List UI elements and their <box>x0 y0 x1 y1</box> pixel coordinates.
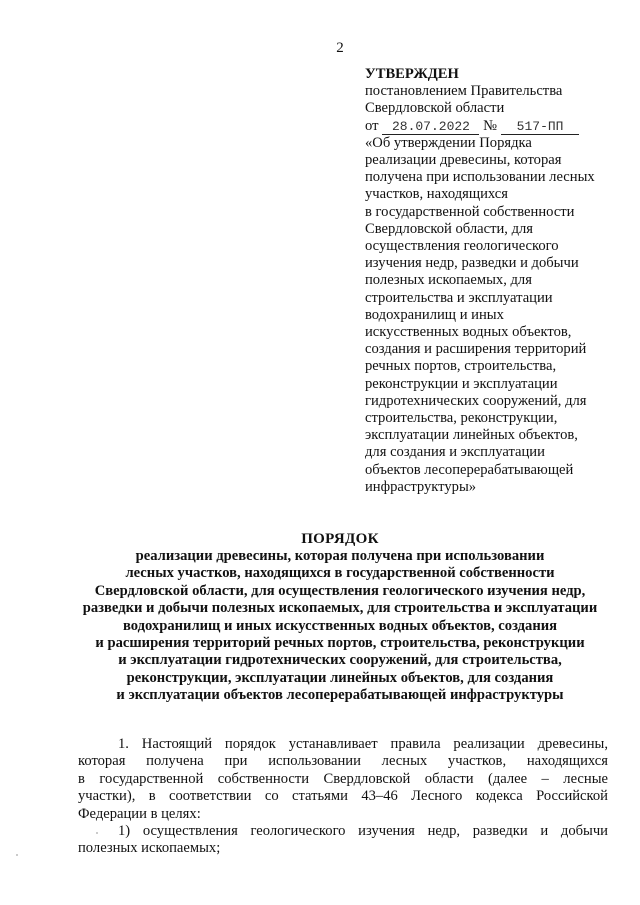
page-number: 2 <box>336 40 344 56</box>
paragraph-line: 1) осуществления геологического изучения недр, разведки и добычи <box>118 823 608 840</box>
approval-heading: УТВЕРЖДЕН <box>365 66 459 82</box>
approval-title-line: водохранилищ и иных <box>365 306 504 323</box>
paragraph-line: участки), в соответствии со статьями 43–46 Лесного кодекса Российской <box>78 788 608 805</box>
approval-title-line: строительства, реконструкции, <box>365 410 558 427</box>
approval-title-line: полезных ископаемых, для <box>365 272 532 289</box>
scan-speck <box>16 854 18 856</box>
approval-title-line: реализации древесины, которая <box>365 152 562 169</box>
approval-title-line: искусственных водных объектов, <box>365 324 572 341</box>
number-prefix: № <box>483 117 498 134</box>
paragraph-line: Федерации в целях: <box>78 805 201 822</box>
approval-title-line: в государственной собственности <box>365 203 575 220</box>
subtitle-line: лесных участков, находящихся в государственной собственности <box>125 565 555 582</box>
approval-title-line: эксплуатации линейных объектов, <box>365 427 578 444</box>
approval-block <box>365 66 630 496</box>
document-title: ПОРЯДОК <box>301 531 379 547</box>
subtitle-line: и расширения территорий речных портов, строительства, реконструкции <box>95 635 585 652</box>
paragraph-line: полезных ископаемых; <box>78 840 221 857</box>
approval-title-line: реконструкции и эксплуатации <box>365 375 558 392</box>
subtitle-line: и эксплуатации объектов лесоперерабатывающей инфраструктуры <box>116 687 564 704</box>
subtitle-line: водохранилищ и иных искусственных водных объектов, создания <box>122 617 558 634</box>
body-text <box>78 736 608 858</box>
subtitle-line: реализации древесины, которая получена при использовании <box>135 548 545 564</box>
subtitle-line: реконструкции, эксплуатации линейных объектов, для создания <box>126 669 554 686</box>
approval-title-line: для создания и эксплуатации <box>365 444 545 461</box>
approval-title-line: объектов лесоперерабатывающей <box>365 461 574 478</box>
approval-title-line: Свердловской области, для <box>365 220 534 237</box>
subtitle-line: Свердловской области, для осуществления геологического изучения недр, <box>94 582 586 599</box>
paragraph-line: в государственной собственности Свердловской области (далее – лесные <box>78 770 608 787</box>
approval-line: Свердловской области <box>365 100 505 117</box>
approval-title-line: инфраструктуры» <box>365 478 477 495</box>
approval-title-line: осуществления геологического <box>365 238 559 255</box>
document-subtitle <box>0 548 640 705</box>
paragraph-2 <box>78 823 608 858</box>
subtitle-line: разведки и добычи полезных ископаемых, для строительства и эксплуатации <box>82 600 598 617</box>
paragraph-line: которая получена при использовании лесных участков, находящихся <box>78 753 608 770</box>
approval-date: 28.07.2022 <box>382 119 479 135</box>
approval-line: постановлением Правительства <box>365 83 563 100</box>
approval-title-line: речных портов, строительства, <box>365 358 557 375</box>
approval-date-row <box>365 118 630 135</box>
scan-speck <box>96 832 98 834</box>
approval-number: 517-ПП <box>501 119 579 135</box>
date-prefix: от <box>365 117 379 134</box>
approval-title-line: строительства и эксплуатации <box>365 289 553 306</box>
approval-title-line: «Об утверждении Порядка <box>365 134 532 151</box>
approval-title-line: получена при использовании лесных <box>365 169 595 186</box>
subtitle-line: и эксплуатации гидротехнических сооружений, для строительства, <box>118 652 562 669</box>
approval-title-line: участков, находящихся <box>365 186 508 203</box>
approval-title-line: гидротехнических сооружений, для <box>365 392 587 409</box>
approval-title-line: создания и расширения территорий <box>365 341 587 358</box>
approval-title-line: изучения недр, разведки и добычи <box>365 255 579 272</box>
paragraph-line: 1. Настоящий порядок устанавливает правила реализации древесины, <box>118 736 608 752</box>
paragraph-1 <box>78 736 608 823</box>
